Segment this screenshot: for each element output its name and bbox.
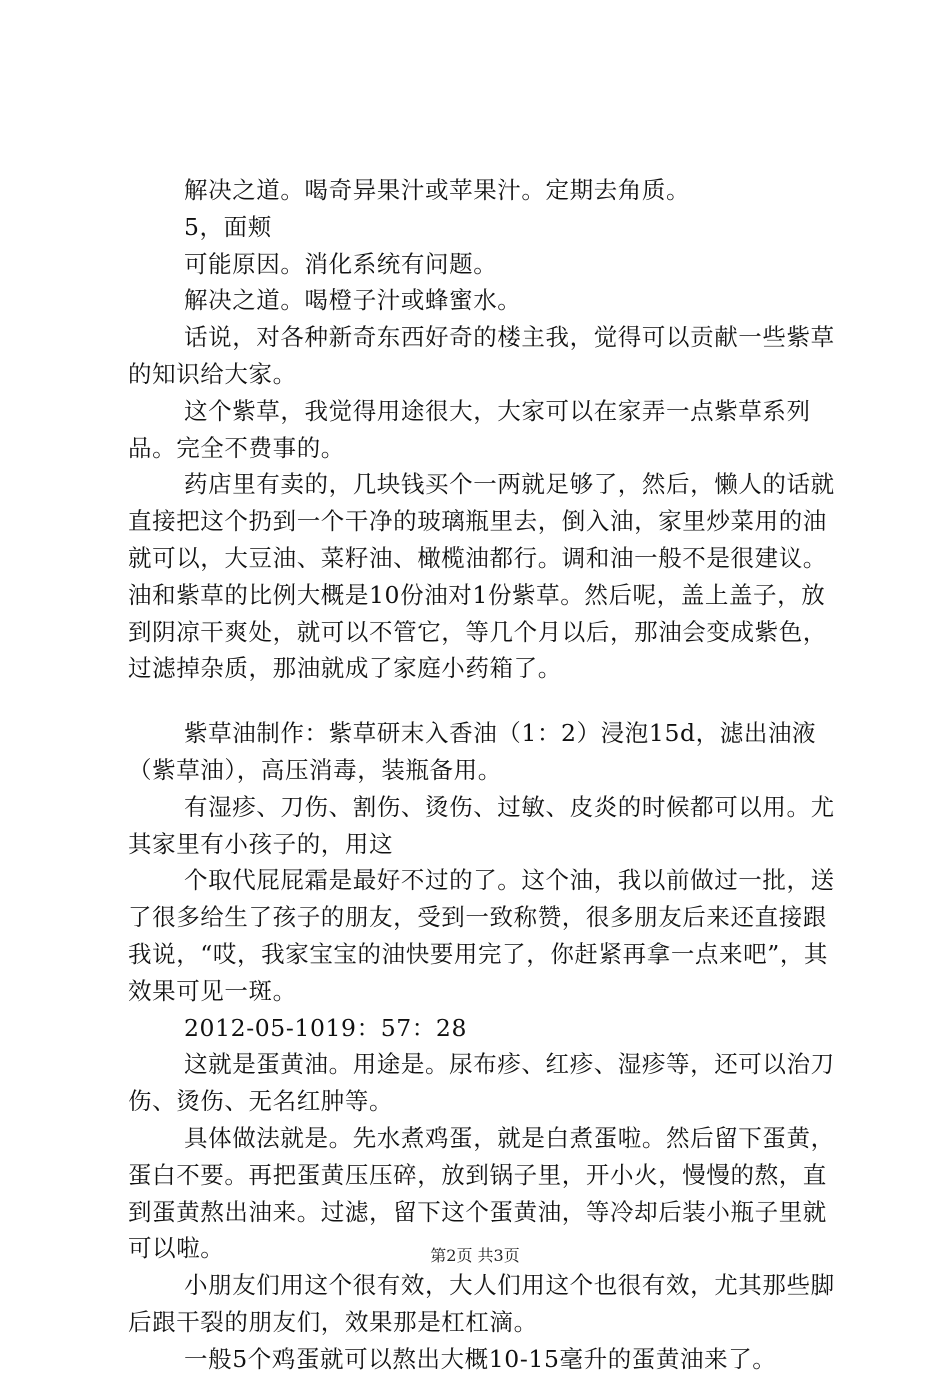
- paragraph: 解决之道。喝橙子汁或蜂蜜水。: [184, 286, 522, 315]
- paragraph: 小朋友们用这个很有效，大人们用这个也很有效，尤其那些脚后跟干裂的朋友们，效果那是杠杠滴。: [128, 1271, 835, 1336]
- paragraph: 有湿疹、刀伤、割伤、烫伤、过敏、皮炎的时候都可以用。尤其家里有小孩子的，用这: [128, 792, 835, 858]
- paragraph: 具体做法就是。先水煮鸡蛋，就是白煮蛋啦。然后留下蛋黄，蛋白不要。再把蛋黄压压碎，放到锅子里，开小火，慢慢的熬，直到蛋黄熬出油来。过滤，留下这个蛋黄油，等冷却后装小瓶子里就可以啦。: [128, 1123, 835, 1263]
- page-number-footer: 第2页 共3页: [430, 1246, 520, 1265]
- paragraph: 紫草油制作：紫草研末入香油（1：2）浸泡15d，滤出油液（紫草油），高压消毒，装瓶备用。: [128, 719, 817, 784]
- paragraph: 这就是蛋黄油。用途是。尿布疹、红疹、湿疹等，还可以治刀伤、烫伤、无名红肿等。: [128, 1050, 835, 1116]
- paragraph: 话说，对各种新奇东西好奇的楼主我，觉得可以贡献一些紫草的知识给大家。: [128, 323, 835, 388]
- paragraph: 药店里有卖的，几块钱买个一两就足够了，然后，懒人的话就直接把这个扔到一个干净的玻璃瓶里去，倒入油，家里炒菜用的油就可以，大豆油、菜籽油、橄榄油都行。调和油一般不是很建议。油和紫草的比例大概是10份油对1份紫草。然后呢，盖上盖子，放到阴凉干爽处，就可以不管它，等几个月以后，那油会变成紫色，过滤掉杂质，那油就成了家庭小药箱了。: [128, 470, 835, 683]
- timestamp: 2012-05-1019：57：28: [184, 1013, 468, 1042]
- paragraph-gap: [128, 687, 838, 715]
- paragraph: 5，面颊: [184, 212, 272, 241]
- paragraph: 个取代屁屁霜是最好不过的了。这个油，我以前做过一批，送了很多给生了孩子的朋友，受到一致称赞，很多朋友后来还直接跟我说，“哎，我家宝宝的油快要用完了，你赶紧再拿一点来吧”，其效果可见一斑。: [128, 866, 835, 1005]
- paragraph: 这个紫草，我觉得用途很大，大家可以在家弄一点紫草系列品。完全不费事的。: [128, 396, 811, 462]
- paragraph: 解决之道。喝奇异果汁或苹果汁。定期去角质。: [184, 176, 691, 204]
- paragraph: 可能原因。消化系统有问题。: [184, 249, 498, 278]
- document-body: [128, 172, 838, 1378]
- paragraph: 一般5个鸡蛋就可以熬出大概10-15毫升的蛋黄油来了。: [184, 1344, 777, 1373]
